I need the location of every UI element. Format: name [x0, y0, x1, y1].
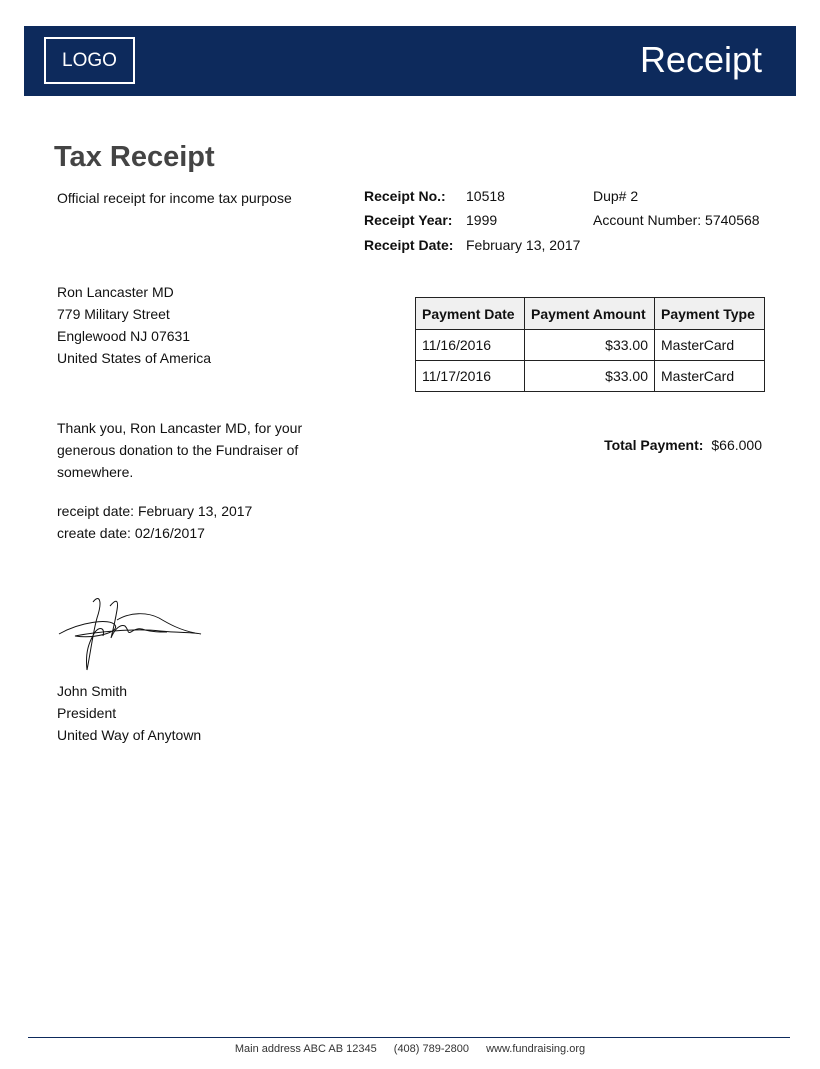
signer-block	[57, 680, 201, 746]
table-header-row	[416, 298, 765, 330]
total-payment-value: $66.000	[711, 437, 762, 453]
table-row	[416, 361, 765, 392]
receipt-date-value: February 13, 2017	[466, 237, 581, 253]
record-dates	[57, 500, 252, 544]
document-title: Tax Receipt	[54, 141, 215, 173]
recipient-street: 779 Military Street	[57, 306, 170, 322]
receipt-no-value: 10518	[466, 188, 505, 204]
signature-image	[55, 592, 205, 674]
total-payment	[604, 437, 762, 453]
payment-type-cell: MasterCard	[655, 361, 765, 392]
create-date-line: create date: 02/16/2017	[57, 525, 205, 541]
header-banner	[24, 26, 796, 96]
footer-divider	[28, 1037, 790, 1038]
footer-website: www.fundraising.org	[486, 1043, 586, 1055]
footer-address: Main address ABC AB 12345	[234, 1043, 377, 1055]
column-header-payment-date: Payment Date	[416, 298, 525, 330]
payment-amount-cell: $33.00	[525, 330, 655, 361]
total-payment-label: Total Payment:	[604, 437, 704, 453]
signer-title: President	[57, 705, 117, 721]
recipient-address	[57, 281, 211, 369]
signer-organization: United Way of Anytown	[57, 727, 202, 743]
table-row	[416, 330, 765, 361]
receipt-no-label: Receipt No.:	[364, 188, 446, 204]
recipient-name: Ron Lancaster MD	[57, 284, 174, 300]
footer-phone: (408) 789-2800	[393, 1043, 470, 1055]
signer-name: John Smith	[57, 683, 128, 699]
thank-you-message: Thank you, Ron Lancaster MD, for your generous donation to the Fundraiser of somewhere.	[57, 420, 303, 480]
document-subtitle: Official receipt for income tax purpose	[57, 190, 292, 206]
payment-type-cell: MasterCard	[655, 330, 765, 361]
column-header-payment-amount: Payment Amount	[525, 298, 655, 330]
footer	[0, 1043, 820, 1055]
dup-number: Dup# 2	[593, 188, 639, 204]
receipt-date-label: Receipt Date:	[364, 237, 454, 253]
payment-date-cell: 11/17/2016	[416, 361, 525, 392]
recipient-country: United States of America	[57, 350, 212, 366]
receipt-year-value: 1999	[466, 212, 498, 228]
recipient-city: Englewood NJ 07631	[57, 328, 191, 344]
payment-date-cell: 11/16/2016	[416, 330, 525, 361]
receipt-year-label: Receipt Year:	[364, 212, 453, 228]
logo-placeholder: LOGO	[44, 37, 135, 84]
account-number: Account Number: 5740568	[593, 212, 760, 228]
receipt-date-line: receipt date: February 13, 2017	[57, 503, 253, 519]
payments-table	[415, 297, 765, 392]
banner-title: Receipt	[639, 39, 762, 80]
column-header-payment-type: Payment Type	[655, 298, 765, 330]
payment-amount-cell: $33.00	[525, 361, 655, 392]
